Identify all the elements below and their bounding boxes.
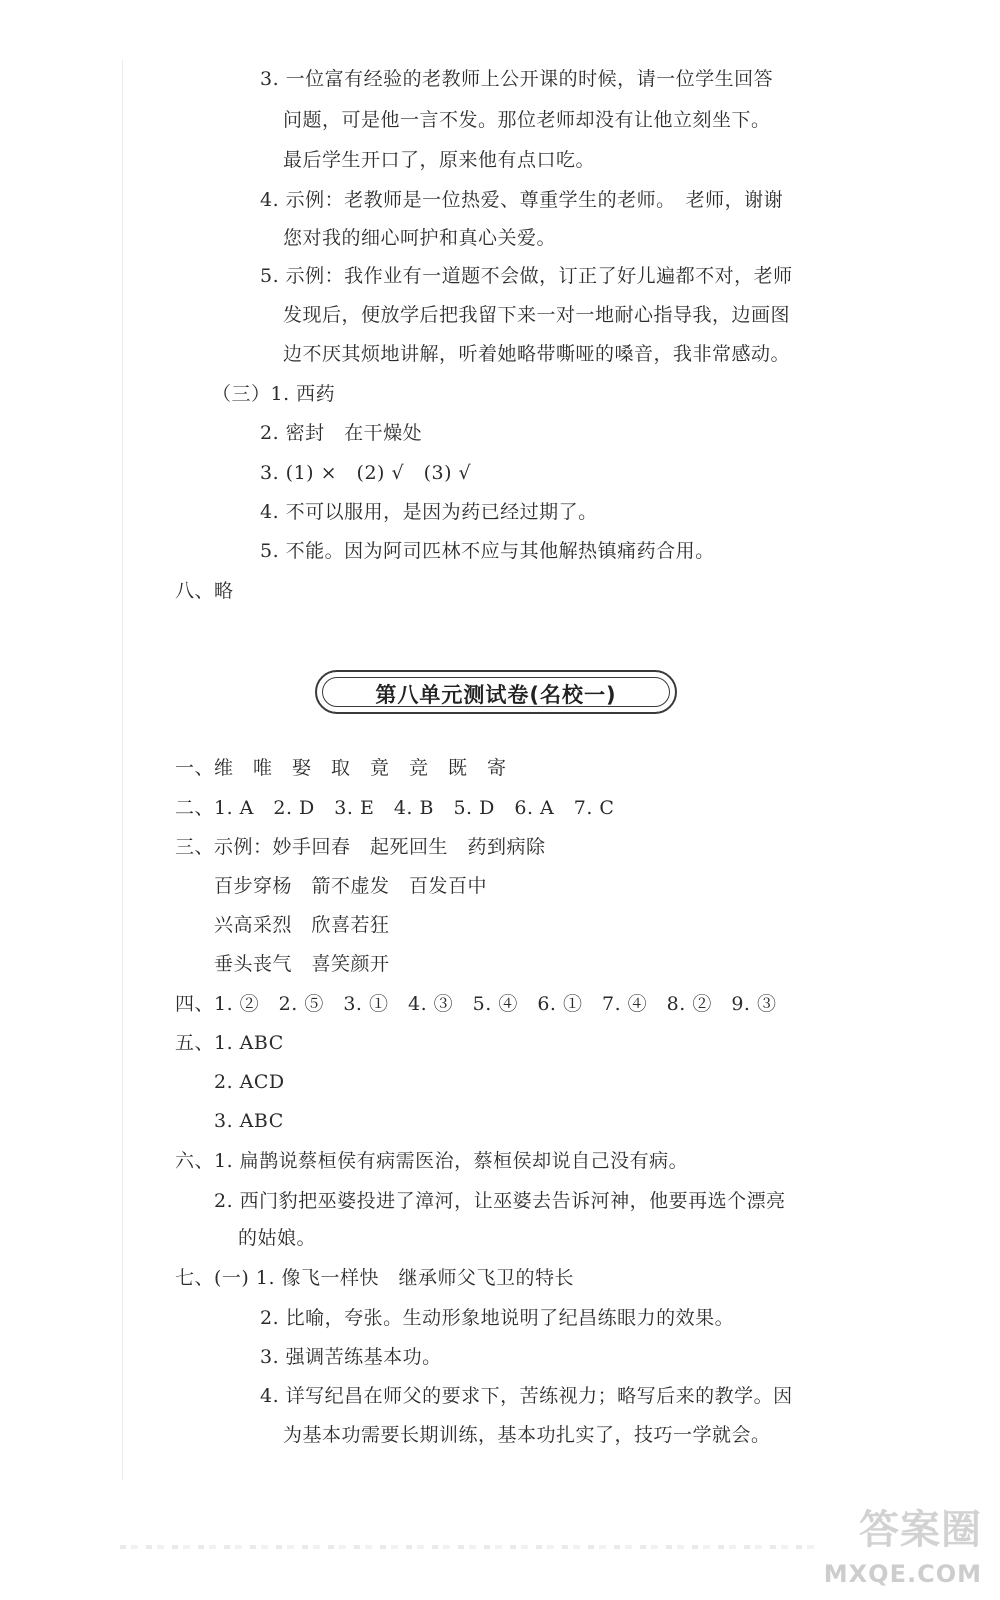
answer-line: 二、1. A 2. D 3. E 4. B 5. D 6. A 7. C <box>175 797 615 819</box>
answer-line: 3. (1) × (2) √ (3) √ <box>260 462 472 484</box>
answer-line: 2. 密封 在干燥处 <box>260 422 423 444</box>
answer-line: 2. ACD <box>214 1071 285 1093</box>
answer-line: 兴高采烈 欣喜若狂 <box>214 914 390 936</box>
answer-line: 2. 西门豹把巫婆投进了漳河，让巫婆去告诉河神，他要再选个漂亮 <box>214 1190 786 1212</box>
answer-line: 发现后，便放学后把我留下来一对一地耐心指导我，边画图 <box>283 304 791 326</box>
page-margin-rule <box>122 60 123 1480</box>
answer-line: 3. ABC <box>214 1110 284 1132</box>
answer-line: 3. 一位富有经验的老教师上公开课的时候，请一位学生回答 <box>260 68 774 90</box>
answer-line: （三）1. 西药 <box>212 383 336 405</box>
answer-line: 4. 详写纪昌在师父的要求下，苦练视力；略写后来的教学。因 <box>260 1385 793 1407</box>
scan-noise <box>120 1545 820 1549</box>
answer-line: 4. 不可以服用，是因为药已经过期了。 <box>260 501 598 523</box>
answer-line: 最后学生开口了，原来他有点口吃。 <box>283 149 596 171</box>
answer-line: 边不厌其烦地讲解，听着她略带嘶哑的嗓音，我非常感动。 <box>283 343 791 365</box>
answer-line: 5. 不能。因为阿司匹林不应与其他解热镇痛药合用。 <box>260 540 715 562</box>
watermark-url: MXQE.COM <box>823 1560 982 1588</box>
answer-line: 2. 比喻，夸张。生动形象地说明了纪昌练眼力的效果。 <box>260 1307 735 1329</box>
answer-line: 3. 强调苦练基本功。 <box>260 1346 442 1368</box>
site-watermark <box>812 1498 982 1588</box>
answer-line: 百步穿杨 箭不虚发 百发百中 <box>214 875 488 897</box>
answer-line: 一、维 唯 娶 取 竟 竞 既 寄 <box>175 757 507 779</box>
answer-line: 的姑娘。 <box>238 1227 317 1249</box>
answer-line: 问题，可是他一言不发。那位老师却没有让他立刻坐下。 <box>283 109 771 131</box>
answer-line: 六、1. 扁鹊说蔡桓侯有病需医治，蔡桓侯却说自己没有病。 <box>175 1150 689 1172</box>
section-heading: 八、略 <box>175 580 234 602</box>
watermark-logo-text: 答案圈 <box>859 1507 982 1553</box>
unit-title: 第八单元测试卷(名校一) <box>375 683 617 707</box>
answer-line: 您对我的细心呵护和真心关爱。 <box>283 227 557 249</box>
answer-line: 五、1. ABC <box>175 1032 284 1054</box>
unit-title-frame <box>315 670 677 714</box>
answer-line: 垂头丧气 喜笑颜开 <box>214 953 390 975</box>
answer-line: 5. 示例：我作业有一道题不会做，订正了好儿遍都不对，老师 <box>260 265 793 287</box>
answer-line: 为基本功需要长期训练，基本功扎实了，技巧一学就会。 <box>283 1424 771 1446</box>
answer-line: 4. 示例：老教师是一位热爱、尊重学生的老师。 老师，谢谢 <box>260 189 784 211</box>
answer-line: 三、示例：妙手回春 起死回生 药到病除 <box>175 836 546 858</box>
answer-line: 四、1. ② 2. ⑤ 3. ① 4. ③ 5. ④ 6. ① 7. ④ 8. ② 9. ③ <box>175 993 777 1015</box>
answer-line: 七、(一) 1. 像飞一样快 继承师父飞卫的特长 <box>175 1267 575 1289</box>
